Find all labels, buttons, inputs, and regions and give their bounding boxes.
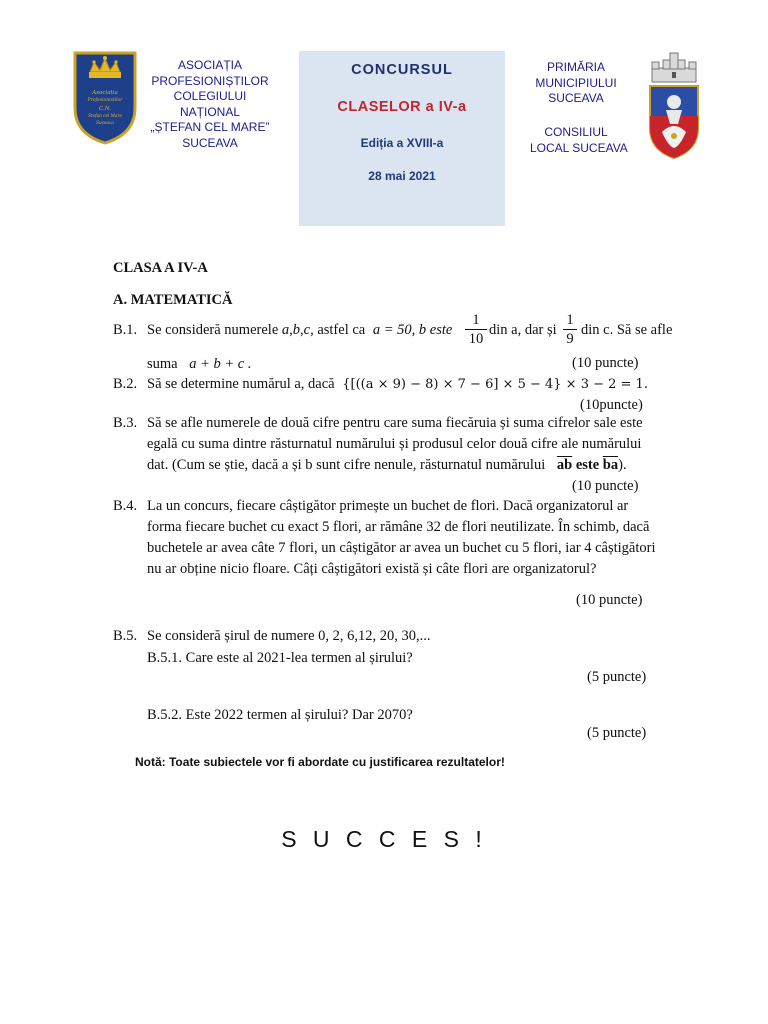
problem-b2-text (147, 374, 648, 395)
problem-b1-line1 (147, 320, 452, 341)
left-org-line: NAȚIONAL (179, 104, 240, 119)
b3-line: Să se afle numerele de două cifre pentru care suma fiecăruia și suma cifrelor sale este (147, 415, 643, 431)
b2-points: (10puncte) (580, 397, 643, 413)
b5-text: Se consideră șirul de numere 0, 2, 6,12, 20, 30,... (147, 628, 431, 644)
b5-sub1-points: (5 puncte) (587, 669, 647, 685)
left-org-line: ASOCIAȚIA (177, 58, 242, 72)
svg-text:Asociatia: Asociatia (92, 90, 118, 96)
contest-date: 28 mai 2021 (368, 169, 436, 183)
b3-ba: $\overline{ba}$ (602, 457, 619, 473)
problem-b4-number: B.4. (113, 498, 138, 514)
problem-b1-number: B.1. (113, 322, 138, 338)
b1-text-a: Se consideră numerele (147, 322, 279, 338)
b1-fraction-1-9 (563, 311, 577, 348)
right-organization-top (530, 60, 622, 107)
b3-line3-text: dat. (Cum se știe, dacă a și b sunt cifre nenule, răsturnatul numărului (147, 457, 546, 473)
b1-frac2-denominator: 9 (563, 329, 577, 348)
svg-text:Profesionistilor: Profesionistilor (87, 98, 123, 103)
problem-b5-number: B.5. (113, 628, 138, 644)
svg-text:C.N.: C.N. (99, 106, 111, 112)
b3-line: egală cu suma dintre răsturnatul numărului și produsul celor două cifre ale numărului (147, 436, 642, 452)
contest-title-box (299, 51, 505, 226)
suceava-coat-of-arms (644, 50, 704, 164)
right-org-line: PRIMĂRIA (546, 60, 605, 74)
b1-frac1-denominator: 10 (465, 329, 487, 348)
b1-fraction-1-10 (465, 311, 487, 348)
left-org-line: „ȘTEFAN CEL MARE” (150, 120, 270, 134)
b4-points: (10 puncte) (576, 592, 643, 608)
b3-este: este (575, 457, 600, 473)
b1-din-c: din c. Să se afle (581, 322, 673, 338)
left-organization (140, 58, 280, 151)
contest-edition: Ediția a XVIII-a (360, 136, 444, 150)
left-org-line: SUCEAVA (182, 135, 238, 150)
contest-title-line1: CONCURSUL (351, 62, 453, 78)
b1-frac2-numerator: 1 (566, 312, 574, 328)
right-org-line: CONSILIUL (544, 125, 608, 139)
b1-points: (10 puncte) (572, 355, 639, 371)
b4-line: La un concurs, fiecare câștigător primește un buchet de flori. Dacă organizatorul ar (147, 498, 629, 514)
association-shield-icon (72, 50, 138, 146)
b5-sub1: B.5.1. Care este al 2021-lea termen al șirului? (147, 650, 413, 666)
svg-text:Stefan cel Mare: Stefan cel Mare (88, 113, 122, 118)
right-org-line: LOCAL SUCEAVA (530, 140, 628, 155)
suceava-coat-of-arms-icon (644, 50, 704, 164)
b3-ab: $\overline{ab}$ (556, 457, 573, 473)
problem-b2-number: B.2. (113, 376, 138, 392)
problem-b3-number: B.3. (113, 415, 138, 431)
b1-vars: a,b,c, (281, 322, 314, 338)
contest-title-line2: CLASELOR a IV-a (337, 99, 467, 115)
b3-end: ). (618, 457, 627, 473)
b5-sub2: B.5.2. Este 2022 termen al șirului? Dar 2070? (147, 707, 413, 723)
right-org-line: MUNICIPIULUI (535, 75, 617, 90)
left-org-line: PROFESIONIȘTILOR (151, 73, 269, 88)
b1-din-a: din a, dar și (489, 322, 557, 338)
b3-points: (10 puncte) (572, 478, 639, 494)
b1-sum-expr: a + b + c . (189, 356, 252, 372)
b4-line: buchetele ar avea câte 7 flori, un câștigător ar avea un buchet cu 5 flori, iar 4 câștigători (147, 540, 656, 556)
b1-eq-a: a = 50 (372, 322, 412, 338)
section-title: A. MATEMATICĂ (113, 292, 233, 308)
b1-b-este: , b este (411, 322, 453, 338)
right-org-line: SUCEAVA (548, 91, 604, 105)
b1-suma: suma (147, 356, 178, 372)
b1-text-b: astfel ca (317, 322, 366, 338)
b4-line: forma fiecare buchet cu exact 5 flori, ar rămâne 32 de flori neutilizate. În schimb, dacă (147, 519, 650, 535)
b2-expression: {[((a × 9) − 8) × 7 − 6] × 5 − 4} × 3 − 2 = 1. (342, 377, 648, 392)
left-org-line: COLEGIULUI (173, 89, 247, 103)
b1-frac1-numerator: 1 (472, 312, 480, 328)
closing-message: S U C C E S ! (281, 826, 487, 852)
svg-text:Suceava: Suceava (96, 120, 114, 125)
b2-text: Să se determine numărul a, dacă (147, 376, 335, 392)
b3-line3 (147, 455, 627, 476)
b4-line: nu ar obține nicio floare. Câți câștigători există și câte flori are organizatorul? (147, 561, 597, 577)
class-title: CLASA A IV-A (113, 260, 208, 276)
right-organization-bottom (530, 125, 628, 156)
b1-line2 (147, 354, 252, 375)
justification-note: Notă: Toate subiectele vor fi abordate cu justificarea rezultatelor! (135, 755, 505, 769)
b5-sub2-points: (5 puncte) (587, 725, 647, 741)
association-logo (72, 50, 138, 146)
